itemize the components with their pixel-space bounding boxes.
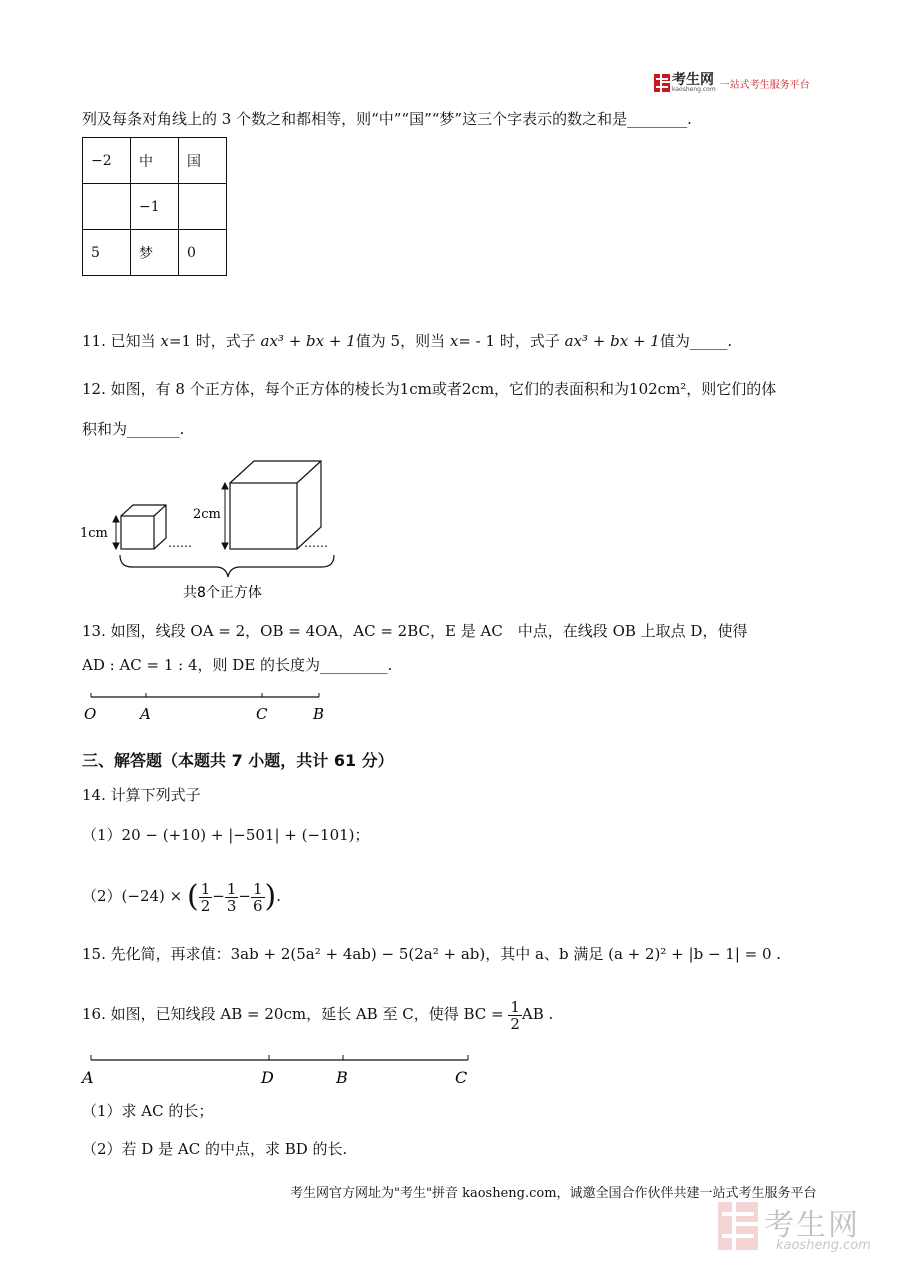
q14-part1: （1）20 − (+10) + |−501| + (−101)； xyxy=(82,826,370,844)
q10-text: 列及每条对角线上的 3 个数之和都相等，则“中”“国”“梦”这三个字表示的数之和是________. xyxy=(82,110,692,128)
fraction-1-2: $\frac{1}{2}$ xyxy=(510,997,520,1033)
q15-text: 15. 先化简，再求值：3ab + 2(5a² + 4ab) − 5(2a² + ab)，其中 a、b 满足 (a + 2)² + |b − 1| = 0 . xyxy=(82,945,782,963)
grid-cell: 中 xyxy=(131,138,179,184)
paren-open: ( xyxy=(187,879,199,914)
q16-part2: （2）若 D 是 AC 的中点，求 BD 的长. xyxy=(82,1140,348,1158)
q12-line2: 积和为_______. xyxy=(82,420,185,438)
q16-text: 16. 如图，已知线段 AB = 20cm，延长 AB 至 C，使得 BC = $\frac{1}{2}$ AB . xyxy=(82,997,554,1033)
brace-icon xyxy=(120,555,334,577)
grid-cell: 国 xyxy=(179,138,227,184)
paren-close: ) xyxy=(264,879,277,914)
small-cube xyxy=(121,505,166,549)
grid-cell: −1 xyxy=(131,184,179,230)
grid-cell: 5 xyxy=(83,230,131,276)
fraction-1-2: $\frac{1}{2}$ xyxy=(200,879,211,915)
small-cube-label: 1cm xyxy=(80,526,108,541)
fraction-1-6: $\frac{1}{6}$ xyxy=(252,879,263,915)
large-cube-label: 2cm xyxy=(193,507,221,522)
label-c: C xyxy=(256,705,268,723)
fraction-1-3: $\frac{1}{3}$ xyxy=(226,879,237,915)
q13-number-line xyxy=(78,688,338,728)
cubes-figure xyxy=(76,455,346,605)
grid-cell: 0 xyxy=(179,230,227,276)
q13-line1: 13. 如图，线段 OA = 2，OB = 4OA，AC = 2BC，E 是 AC 中点，在线段 OB 上取点 D，使得 xyxy=(82,622,748,640)
grid-cell xyxy=(83,184,131,230)
q11-expression: ax³ + bx + 1 xyxy=(260,332,356,350)
section-3-title: 三、解答题（本题共 7 小题，共计 61 分） xyxy=(82,751,394,770)
kaosheng-logo-icon xyxy=(654,74,670,92)
label-b: B xyxy=(336,1068,348,1087)
small-dimension-arrow xyxy=(113,516,119,549)
q16-part1: （1）求 AC 的长； xyxy=(82,1102,214,1120)
footer-text: 考生网官方网址为"考生"拼音 kaosheng.com，诚邀全国合作伙伴共建一站式考生服务平台 xyxy=(290,1186,817,1201)
label-a: A xyxy=(140,705,151,723)
grid-cell xyxy=(179,184,227,230)
q11-expression: ax³ + bx + 1 xyxy=(564,332,660,350)
dots-2: …… xyxy=(304,536,328,550)
dots-1: …… xyxy=(168,536,192,550)
q13-line2: AD : AC = 1 : 4，则 DE 的长度为_________. xyxy=(82,656,393,674)
magic-square-table xyxy=(82,137,227,276)
q11-text: 11. 已知当 x=1 时，式子 ax³ + bx + 1值为 5，则当 x= - 1 时，式子 ax³ + bx + 1值为_____. xyxy=(82,332,733,350)
q14-title: 14. 计算下列式子 xyxy=(82,786,201,804)
q14-part2: （2）(−24) × ( $\frac{1}{2}$ − $\frac{1}{3}$ − $\frac{1}{6}$ ). xyxy=(82,879,282,915)
large-dimension-arrow xyxy=(222,483,228,549)
q12-line1: 12. 如图，有 8 个正方体，每个正方体的棱长为1cm或者2cm，它们的表面积和为102cm²，则它们的体 xyxy=(82,380,777,398)
label-c: C xyxy=(455,1068,468,1087)
header-logo xyxy=(654,72,824,94)
header-slogan: 一站式考生服务平台 xyxy=(719,79,810,91)
label-b: B xyxy=(313,705,325,723)
watermark-subtext: kaosheng.com xyxy=(776,1238,871,1253)
label-o: O xyxy=(84,705,97,723)
q16-number-line xyxy=(80,1050,480,1090)
label-a: A xyxy=(82,1068,94,1087)
label-d: D xyxy=(261,1068,274,1087)
grid-cell: 梦 xyxy=(131,230,179,276)
grid-cell: −2 xyxy=(83,138,131,184)
watermark-text: 考生网 xyxy=(764,1208,860,1243)
cubes-caption: 共8个正方体 xyxy=(183,585,262,601)
header-brand: 考生网 kaosheng.com xyxy=(672,71,716,93)
